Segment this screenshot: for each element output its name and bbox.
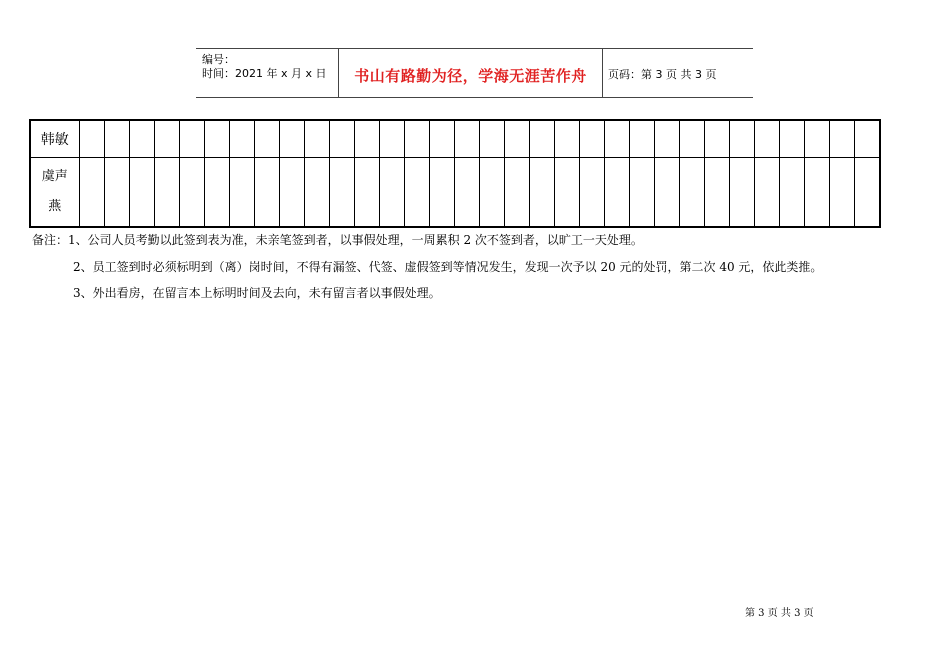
sign-cell	[780, 120, 805, 157]
sign-cell	[429, 157, 454, 227]
table-row	[30, 120, 880, 157]
sign-cell	[780, 157, 805, 227]
note-line-3: 3、外出看房，在留言本上标明时间及去向，未有留言者以事假处理。	[73, 286, 441, 300]
header-page-cell	[602, 49, 753, 97]
header-meta-cell	[196, 49, 338, 97]
sign-cell	[404, 120, 429, 157]
sign-cell	[229, 120, 254, 157]
sign-cell	[154, 120, 179, 157]
sign-cell	[705, 157, 730, 227]
sign-cell	[104, 120, 129, 157]
sign-cell	[354, 120, 379, 157]
sign-cell	[104, 157, 129, 227]
sign-cell	[480, 157, 505, 227]
employee-name-cell	[30, 157, 79, 227]
sign-cell	[179, 120, 204, 157]
sign-cell	[630, 157, 655, 227]
employee-name-line: 燕	[48, 198, 62, 214]
sign-cell	[830, 157, 855, 227]
sign-cell	[530, 157, 555, 227]
header-motto-cell	[338, 49, 603, 97]
sign-cell	[304, 157, 329, 227]
sign-cell	[204, 120, 229, 157]
sign-cell	[329, 157, 354, 227]
page-code: 页码：第 3 页 共 3 页	[608, 68, 717, 81]
sign-cell	[254, 157, 279, 227]
sign-cell	[855, 157, 880, 227]
sign-cell	[555, 157, 580, 227]
sign-cell	[730, 120, 755, 157]
sign-cell	[605, 157, 630, 227]
sign-cell	[204, 157, 229, 227]
sign-cell	[154, 157, 179, 227]
sign-cell	[705, 120, 730, 157]
sign-cell	[555, 120, 580, 157]
sign-cell	[805, 120, 830, 157]
sign-cell	[755, 157, 780, 227]
sign-cell	[505, 120, 530, 157]
sign-cell	[755, 120, 780, 157]
sign-cell	[279, 157, 304, 227]
page-header	[196, 48, 753, 98]
sign-cell	[129, 120, 154, 157]
table-row	[30, 157, 880, 227]
sign-in-table	[29, 119, 881, 228]
sign-cell	[354, 157, 379, 227]
sign-cell	[304, 120, 329, 157]
sign-cell	[79, 157, 104, 227]
sign-cell	[580, 120, 605, 157]
sign-cell	[505, 157, 530, 227]
sign-cell	[605, 120, 630, 157]
sign-cell	[680, 120, 705, 157]
document-number-label: 编号：	[202, 53, 235, 66]
sign-cell	[680, 157, 705, 227]
sign-cell	[179, 157, 204, 227]
sign-cell	[254, 120, 279, 157]
sign-cell	[329, 120, 354, 157]
sign-cell	[655, 120, 680, 157]
sign-cell	[655, 157, 680, 227]
page-footer: 第 3 页 共 3 页	[745, 608, 814, 619]
sign-cell	[454, 120, 479, 157]
sign-cell	[454, 157, 479, 227]
sign-cell	[379, 120, 404, 157]
employee-name-line: 虞声	[41, 168, 68, 184]
document-date: 时间：2021 年 x 月 x 日	[202, 67, 327, 80]
sign-cell	[830, 120, 855, 157]
sign-cell	[580, 157, 605, 227]
employee-name-cell: 韩敏	[30, 120, 79, 157]
sign-cell	[480, 120, 505, 157]
sign-cell	[404, 157, 429, 227]
sign-cell	[530, 120, 555, 157]
header-motto: 书山有路勤为径，学海无涯苦作舟	[354, 67, 587, 85]
sign-cell	[805, 157, 830, 227]
note-line-1: 备注：1、公司人员考勤以此签到表为准，未亲笔签到者，以事假处理，一周累积 2 次不签到者，以旷工一天处理。	[32, 233, 643, 247]
sign-cell	[229, 157, 254, 227]
sign-cell	[630, 120, 655, 157]
sign-cell	[129, 157, 154, 227]
note-line-2: 2、员工签到时必须标明到（离）岗时间，不得有漏签、代签、虚假签到等情况发生，发现一次予以 20 元的处罚，第二次 40 元，依此类推。	[73, 260, 823, 274]
sign-cell	[379, 157, 404, 227]
sign-cell	[79, 120, 104, 157]
sign-cell	[279, 120, 304, 157]
sign-cell	[429, 120, 454, 157]
sign-cell	[730, 157, 755, 227]
sign-cell	[855, 120, 880, 157]
